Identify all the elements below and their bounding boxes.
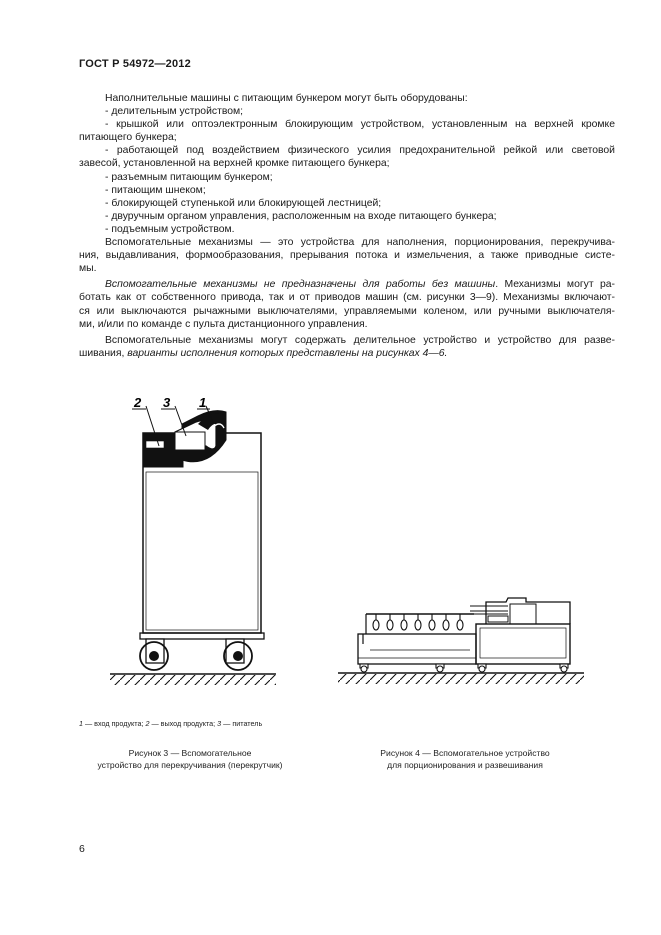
paragraph-line: ботать как от собственного привода, так и от приводов машин (см. рисунки 3—9). Механизмы включают-	[79, 292, 615, 304]
figure-4-caption: Рисунок 4 — Вспомогательное устройство для порционирования и развешивания	[380, 748, 550, 770]
callout-label: 3	[163, 395, 171, 410]
paragraph-line: ми, и/или по команде с пульта дистанционного управления.	[79, 318, 368, 330]
list-item: - разъемным питающим бункером;	[105, 171, 273, 183]
paragraph-line: ния, выдавливания, формообразования, прерывания потока и измельчения, а также приводные систе-	[79, 250, 615, 262]
paragraph-line: Вспомогательные механизмы могут содержать делительное устройство и устройство для разве-	[105, 334, 615, 346]
paragraph-line: Вспомогательные механизмы — это устройства для наполнения, порционирования, перекручива-	[105, 237, 615, 249]
callout-label: 2	[134, 395, 142, 410]
figure-3-caption: Рисунок 3 — Вспомогательное устройство для перекручивания (перекрутчик)	[97, 748, 283, 770]
figure-3-drawing	[95, 380, 295, 700]
italic-text: Вспомогательные механизмы не предназначены для работы без машины	[105, 279, 496, 291]
paragraph-line: ся или выключаются рычажными выключателями, управляемыми коленом, или ручными выключателя-	[79, 305, 615, 317]
list-item: - питающим шнеком;	[105, 184, 206, 196]
paragraph-line: шивания, варианты исполнения которых представлены на рисунках 4—6.	[79, 347, 448, 359]
list-item: - делительным устройством;	[105, 106, 244, 118]
list-item: - крышкой или оптоэлектронным блокирующим устройством, установленным на верхней кромке	[105, 119, 615, 131]
page-number: 6	[79, 843, 85, 855]
figure-3-legend: 1 — вход продукта; 2 — выход продукта; 3 — питатель	[79, 719, 263, 728]
body-text	[79, 92, 615, 360]
paragraph-line: мы.	[79, 263, 97, 275]
list-item: - блокирующей ступенькой или блокирующей лестницей;	[105, 197, 382, 209]
list-item: - двуручным органом управления, расположенным на входе питающего бункера;	[105, 210, 497, 222]
list-item: - работающей под воздействием физического усилия предохранительной рейкой или световой	[105, 145, 615, 157]
list-item-continuation: завесой, установленной на верхней кромке питающего бункера;	[79, 158, 390, 170]
callout-label: 1	[199, 395, 207, 410]
list-item: - подъемным устройством.	[105, 223, 235, 235]
figure-4-drawing	[330, 590, 590, 700]
list-item-continuation: питающего бункера;	[79, 132, 177, 144]
paragraph-intro: Наполнительные машины с питающим бункером могут быть оборудованы:	[105, 93, 468, 104]
paragraph-line: Вспомогательные механизмы не предназначены для работы без машины. Механизмы могут ра-	[105, 279, 615, 291]
italic-text: варианты исполнения которых представлены на рисунках 4—6.	[127, 347, 448, 359]
document-header: ГОСТ Р 54972—2012	[79, 58, 191, 70]
